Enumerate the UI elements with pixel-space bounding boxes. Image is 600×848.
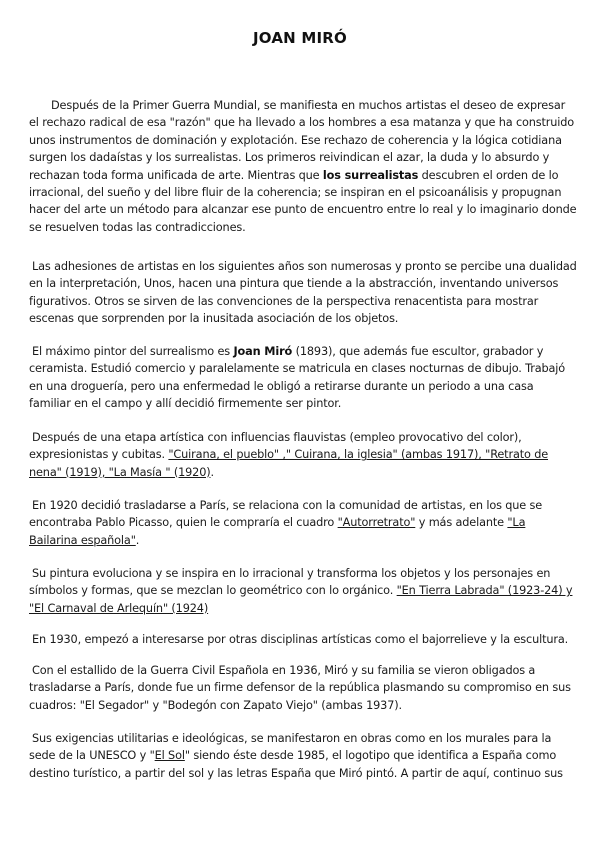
paragraph-biografia — [29, 343, 577, 413]
paragraph-intro-text-a: Después de la Primer Guerra Mundial, se manifiesta en muchos artistas el deseo de expresar el rechazo radical de esa "razón" que ha llevado a los hombres a esa matanza y que ha construido unos instrumentos de dominación y explotación. Ese rechazo de coherencia y la lógica cotidiana surgen los dadaístas y los surrealistas. Los primeros reivindican el azar, la duda y lo absurdo y rechazan toda forma unificada de arte. Mientras que — [29, 99, 575, 182]
paragraph-guerra-civil — [29, 662, 577, 714]
early-works-link[interactable]: "Cuirana, el pueblo" ," Cuirana, la iglesia" (ambas 1917), "Retrato de nena" (1919), "La Masía " (1920) — [29, 448, 549, 479]
paragraph-adhesiones-text: Las adhesiones de artistas en los siguientes años son numerosas y pronto se percibe una dualidad en la interpretación, Unos, hacen una pintura que tiende a la abstracción, inventando universos figurativos. Otros se sirven de las convenciones de la perspectiva renacentista para mostrar escenas que sorprenden por la inusitada asociación de los objetos. — [29, 260, 577, 326]
paragraph-unesco — [29, 730, 577, 782]
paragraph-paris — [29, 497, 577, 549]
page-title: JOAN MIRÓ — [253, 29, 347, 47]
paragraph-1930-text: En 1930, empezó a interesarse por otras disciplinas artísticas como el bajorrelieve y la escultura. — [32, 633, 569, 646]
surrealistas-bold: los surrealistas — [322, 168, 419, 182]
paragraph-evolucion — [29, 565, 577, 617]
paragraph-guerra-civil-text: Con el estallido de la Guerra Civil Española en 1936, Miró y su familia se vieron obligados a trasladarse a París, donde fue un firme defensor de la república plasmando su compromiso en sus cuadros: "El Segador" y "Bodegón con Zapato Viejo" (ambas 1937). — [29, 664, 571, 712]
paragraph-etapa-text-a: Después de una etapa artística con influencias flauvistas (empleo provocativo del color), expresionistas y cubitas. — [29, 431, 522, 462]
paragraph-etapa-artistica — [29, 429, 577, 481]
paragraph-paris-text-c: . — [135, 533, 140, 547]
autorretrato-link[interactable]: "Autorretrato" — [337, 516, 416, 530]
joan-miro-bold: Joan Miró — [233, 345, 293, 358]
paragraph-biografia-text-c: (1893), que además fue escultor, grabador y ceramista. Estudió comercio y paralelamente se matricula en clases nocturnas de dibujo. Trabajó en una droguería, pero una enfermedad le obligó a retirarse durante un periodo a una casa familiar en el campo y allí decidió firmemente ser pintor. — [29, 345, 566, 411]
paragraph-adhesiones — [29, 258, 577, 328]
paragraph-unesco-text-b: " siendo éste desde 1985, el logotipo que identifica a España como destino turístico, a partir del sol y las letras España que Miró pintó. A partir de aquí, continuo sus — [29, 749, 563, 780]
paragraph-intro-text-c: descubren el orden de lo irracional, del sueño y del libre fluir de la coherencia; se inspiran en el psicoanálisis y propugnan hacer del arte un método para alcanzar ese punto de encuentro entre lo real y lo imaginario donde se resuelven todas las contradicciones. — [29, 168, 577, 234]
tierra-labrada-link[interactable]: "En Tierra Labrada" (1923-24) y "El Carnaval de Arlequín" (1924) — [29, 584, 573, 615]
paragraph-evolucion-text-a: Su pintura evoluciona y se inspira en lo irracional y transforma los objetos y los personajes en símbolos y formas, que se mezclan lo geométrico con lo orgánico. — [29, 567, 551, 598]
paragraph-etapa-text-c: . — [210, 465, 214, 479]
paragraph-intro — [29, 97, 577, 236]
el-sol-link[interactable]: El Sol — [154, 749, 185, 763]
paragraph-biografia-text-a: El máximo pintor del surrealismo es — [32, 345, 234, 358]
paragraph-paris-text-a: En 1920 decidió trasladarse a París, se relaciona con la comunidad de artistas, en los que se encontraba Pablo Picasso, quien le compraría el cuadro — [29, 499, 543, 530]
bailarina-espanola-link[interactable]: "La Bailarina española" — [29, 516, 526, 547]
paragraph-1930 — [29, 631, 577, 648]
paragraph-unesco-text-a: Sus exigencias utilitarias e ideológicas, se manifestaron en obras como en los murales para la sede de la UNESCO y " — [29, 732, 552, 763]
paragraph-paris-text-b: y más adelante — [415, 516, 508, 530]
